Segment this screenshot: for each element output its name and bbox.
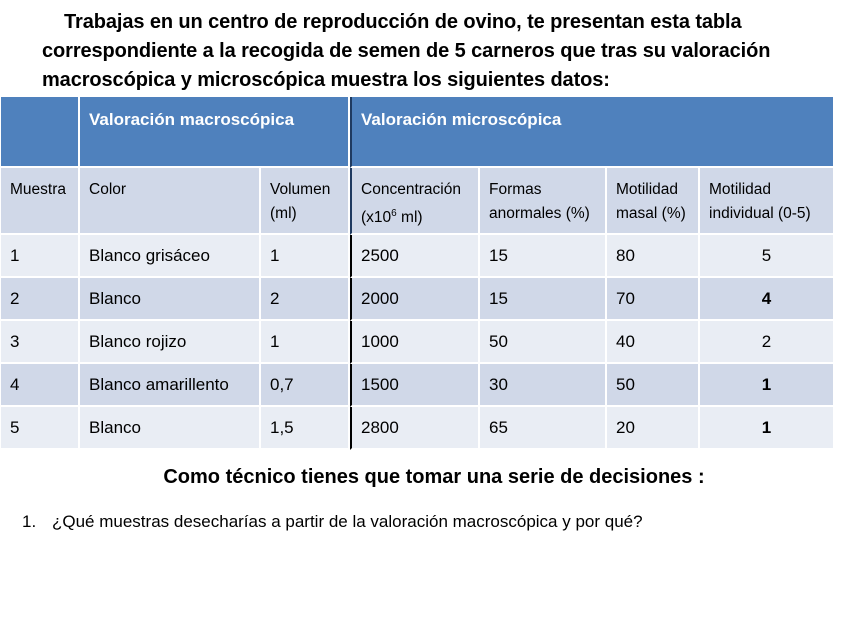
cell-motilidad-individual: 1 — [700, 407, 835, 450]
cell-concentracion: 1500 — [350, 364, 480, 407]
col-header-formas: Formas anormales (%) — [480, 168, 607, 235]
group-header-row — [1, 97, 835, 168]
decisions-heading: Como técnico tienes que tomar una serie de decisiones : — [163, 466, 705, 488]
cell-motilidad-individual: 2 — [700, 321, 835, 364]
header-empty-cell — [1, 97, 80, 168]
table-row — [1, 321, 835, 364]
cell-motilidad-masal: 20 — [607, 407, 700, 450]
question-text: ¿Qué muestras desecharías a partir de la valoración macroscópica y por qué? — [52, 512, 643, 531]
cell-color: Blanco amarillento — [80, 364, 261, 407]
table-row — [1, 364, 835, 407]
cell-muestra: 1 — [1, 235, 80, 278]
micro-group-header: Valoración microscópica — [350, 97, 835, 168]
cell-volumen: 1 — [261, 235, 350, 278]
col-header-muestra: Muestra — [1, 168, 80, 235]
col-header-motilidad-individual: Motilidad individual (0-5) — [700, 168, 835, 235]
cell-color: Blanco — [80, 278, 261, 321]
table-row — [1, 278, 835, 321]
cell-motilidad-masal: 50 — [607, 364, 700, 407]
cell-motilidad-individual: 5 — [700, 235, 835, 278]
cell-concentracion: 2000 — [350, 278, 480, 321]
cell-formas: 15 — [480, 235, 607, 278]
cell-formas: 50 — [480, 321, 607, 364]
cell-motilidad-masal: 80 — [607, 235, 700, 278]
col-header-color: Color — [80, 168, 261, 235]
cell-motilidad-individual: 1 — [700, 364, 835, 407]
cell-formas: 15 — [480, 278, 607, 321]
cell-muestra: 3 — [1, 321, 80, 364]
cell-color: Blanco grisáceo — [80, 235, 261, 278]
intro-paragraph: Trabajas en un centro de reproducción de ovino, te presentan esta tabla correspondiente a la recogida de semen de 5 carneros que tras su valoración macroscópica y microscópica muestra los siguientes datos: — [42, 11, 771, 91]
cell-formas: 65 — [480, 407, 607, 450]
col-header-concentracion: Concentración ($x10^6$ ml) — [350, 168, 480, 235]
cell-volumen: 2 — [261, 278, 350, 321]
cell-muestra: 5 — [1, 407, 80, 450]
macro-group-header: Valoración macroscópica — [80, 97, 350, 168]
table-row — [1, 407, 835, 450]
col-header-volumen: Volumen (ml) — [261, 168, 350, 235]
table-row — [1, 235, 835, 278]
cell-concentracion: 2500 — [350, 235, 480, 278]
cell-volumen: 1 — [261, 321, 350, 364]
cell-motilidad-masal: 40 — [607, 321, 700, 364]
cell-color: Blanco rojizo — [80, 321, 261, 364]
cell-motilidad-individual: 4 — [700, 278, 835, 321]
col-header-motilidad-masal: Motilidad masal (%) — [607, 168, 700, 235]
cell-volumen: 0,7 — [261, 364, 350, 407]
cell-formas: 30 — [480, 364, 607, 407]
semen-data-table — [1, 97, 835, 450]
cell-muestra: 4 — [1, 364, 80, 407]
cell-motilidad-masal: 70 — [607, 278, 700, 321]
question-number: 1. — [22, 512, 37, 531]
cell-muestra: 2 — [1, 278, 80, 321]
cell-concentracion: 2800 — [350, 407, 480, 450]
question-item — [22, 512, 643, 532]
column-header-row — [1, 168, 835, 235]
cell-concentracion: 1000 — [350, 321, 480, 364]
cell-volumen: 1,5 — [261, 407, 350, 450]
cell-color: Blanco — [80, 407, 261, 450]
